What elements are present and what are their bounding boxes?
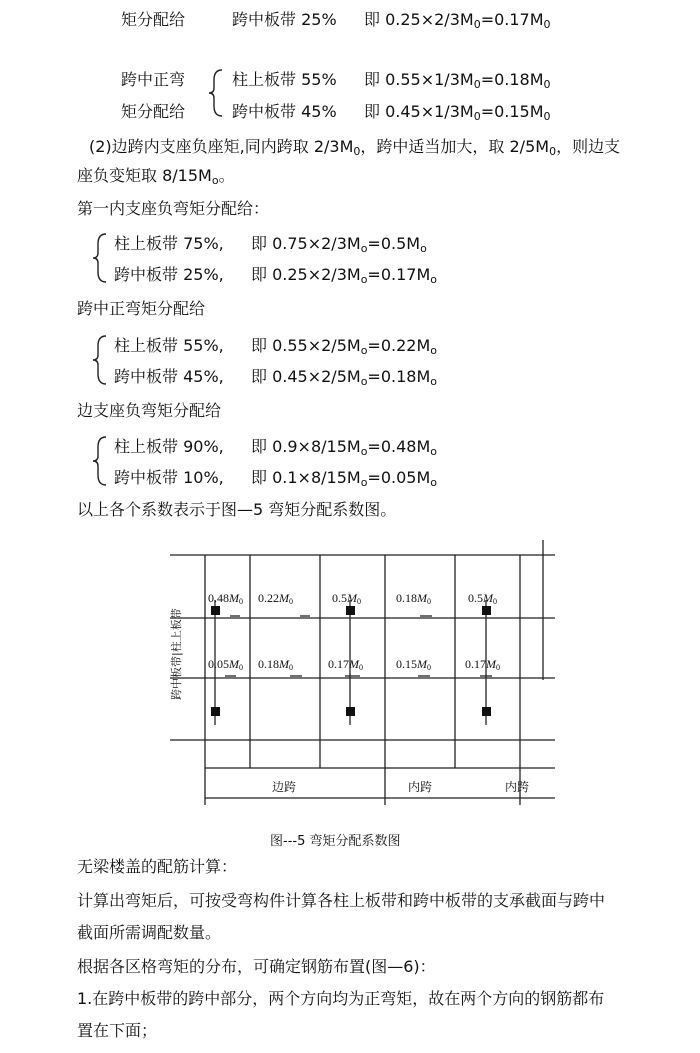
fig-r1-c2: 0.22M0 <box>258 591 293 606</box>
section1-row1-formula: 即 $0.75\times 2/3M_o=0.5M_o$ <box>251 234 427 255</box>
column-marker <box>211 707 220 716</box>
section1-row1-band: 柱上板带 75%, <box>114 234 224 253</box>
column-marker <box>482 606 491 615</box>
brace-icon <box>92 435 110 487</box>
section2-heading: 跨中正弯矩分配给 <box>77 299 206 318</box>
body-p1: 无梁楼盖的配筋计算： <box>77 857 238 876</box>
fig-r2-c2: 0.18M0 <box>258 657 293 672</box>
row1-band: 跨中板带 25% <box>232 10 337 29</box>
column-marker <box>211 606 220 615</box>
brace-icon <box>92 232 110 284</box>
fig-r1-c1: 0.48M0 <box>208 591 243 606</box>
figure-caption: 图---5 弯矩分配系数图 <box>270 834 401 849</box>
section3-row1-band: 柱上板带 90%, <box>114 437 224 456</box>
summary-line: 以上各个系数表示于图—5 弯矩分配系数图。 <box>77 500 397 519</box>
column-marker <box>482 707 491 716</box>
row2-formula: 即 $0.55\times 1/3M_0=0.18M_0$ <box>364 70 551 91</box>
fig-r1-c5: 0.5M0 <box>468 591 497 606</box>
fig-span-inner-2: 内跨 <box>505 780 530 794</box>
fig-span-inner-1: 内跨 <box>408 780 433 794</box>
row3-label: 矩分配给 <box>121 102 186 121</box>
section3-row2-formula: 即 $0.1\times 8/15M_o=0.05M_o$ <box>251 468 437 489</box>
fig-r2-c4: 0.15M0 <box>396 657 431 672</box>
section3-row2-band: 跨中板带 10%, <box>114 468 224 487</box>
body-p2a: 计算出弯矩后，可按受弯构件计算各柱上板带和跨中板带的支承截面与跨中 <box>77 891 606 910</box>
fig-r1-c3: 0.5M0 <box>332 591 361 606</box>
section2-row2-band: 跨中板带 45%, <box>114 367 224 386</box>
row1-formula: 即 $0.25\times 2/3M_0=0.17M_0$ <box>364 10 551 31</box>
body-p4a: 1.在跨中板带的跨中部分，两个方向均为正弯矩，故在两个方向的钢筋都布 <box>77 989 605 1008</box>
brace-icon <box>92 334 110 386</box>
column-marker <box>346 707 355 716</box>
body-p4b: 置在下面； <box>77 1021 158 1040</box>
section2-row1-band: 柱上板带 55%, <box>114 336 224 355</box>
brace-icon <box>208 68 226 118</box>
column-marker <box>346 606 355 615</box>
body-p2b: 截面所需调配数量。 <box>77 923 222 942</box>
row2-band: 柱上板带 55% <box>232 70 337 89</box>
row1-label: 矩分配给 <box>121 10 186 29</box>
section2-row1-formula: 即 $0.55\times 2/5M_o=0.22M_o$ <box>251 336 437 357</box>
fig-r2-c1: 0.05M0 <box>208 657 243 672</box>
para1-line2: 座负变矩取 $8/15M_o$。 <box>77 166 235 187</box>
fig-r2-c3: 0.17M0 <box>328 657 363 672</box>
section1-heading: 第一内支座负弯矩分配给： <box>77 199 270 218</box>
section2-row2-formula: 即 $0.45\times 2/5M_o=0.18M_o$ <box>251 367 437 388</box>
para1-line1: (2)边跨内支座负座矩,同内跨取 $2/3M_0$，跨中适当加大，取 $2/5M_0$，则边支 <box>89 137 621 158</box>
fig-r2-c5: 0.17M0 <box>465 657 500 672</box>
fig-span-edge: 边跨 <box>272 780 297 794</box>
section3-row1-formula: 即 $0.9\times 8/15M_o=0.48M_o$ <box>251 437 437 458</box>
fig-r1-c4: 0.18M0 <box>396 591 431 606</box>
row3-band: 跨中板带 45% <box>232 102 337 121</box>
row3-formula: 即 $0.45\times 1/3M_0=0.15M_0$ <box>364 102 551 123</box>
body-p3: 根据各区格弯矩的分布，可确定钢筋布置(图—6)： <box>77 957 436 976</box>
moment-distribution-figure <box>160 540 560 815</box>
section1-row2-formula: 即 $0.25\times 2/3M_o=0.17M_o$ <box>251 265 437 286</box>
fig-side-label: 跨中板带|柱上板带 <box>170 608 183 700</box>
section1-row2-band: 跨中板带 25%, <box>114 265 224 284</box>
section3-heading: 边支座负弯矩分配给 <box>77 401 222 420</box>
row2-label: 跨中正弯 <box>121 70 186 89</box>
